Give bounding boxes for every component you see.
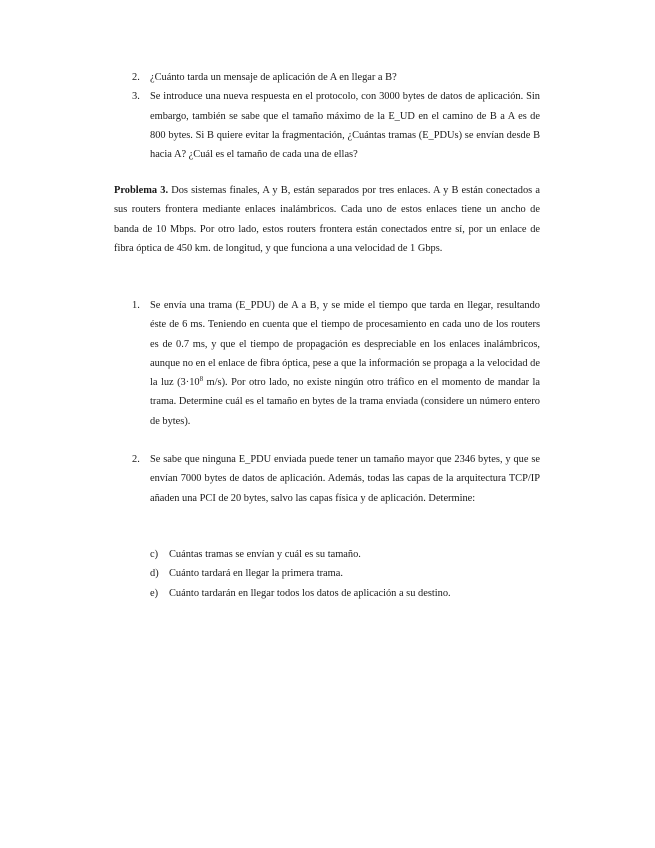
sub-question-text: Cuántas tramas se envían y cuál es su tamaño.	[169, 549, 361, 560]
problem-title: Problema 3.	[114, 185, 169, 196]
problem-3-question-1	[132, 296, 540, 431]
question-text: Se sabe que ninguna E_PDU enviada puede tener un tamaño mayor que 2346 bytes, y que se envían 7000 bytes de datos de aplicación. Además, todas las capas de la arquitectura TCP/IP añaden una PCI de 20 bytes, salvo las capas física y de aplicación. Determine:	[150, 454, 540, 504]
sub-question-letter: e)	[150, 587, 159, 599]
problem-intro-text: Dos sistemas finales, A y B, están separados por tres enlaces. A y B están conectados a sus routers frontera mediante enlaces inalámbricos. Cada uno de estos enlaces tiene un ancho de banda de 10 Mbps. Por otro lado, estos routers frontera están conectados entre sí, por un enlace de fibra óptica de 450 km. de longitud, y que funciona a una velocidad de 1 Gbps.	[114, 185, 540, 254]
question-text-part-2: m/s). Por otro lado, no existe ningún otro tráfico en el momento de mandar la trama. Determine cuál es el tamaño en bytes de la trama enviada (considere un número entero de bytes).	[150, 377, 540, 427]
sub-question-list	[150, 545, 540, 603]
sub-question-c	[150, 545, 540, 564]
question-text-part-1: Se envía una trama (E_PDU) de A a B, y se mide el tiempo que tarda en llegar, resultando éste de 6 ms. Teniendo en cuenta que el tiempo de procesamiento en cada uno de los routers es de 0.7 ms, y que el tiempo de propagación es despreciable en los enlaces inalámbricos, aunque no en el enlace de fibra óptica, pese a que la información se propaga a la velocidad de la luz (3·10	[150, 300, 540, 389]
question-2	[132, 68, 540, 87]
sub-question-text: Cuánto tardará en llegar la primera trama.	[169, 568, 343, 580]
question-2	[132, 450, 540, 508]
problem-3-intro	[114, 181, 540, 258]
question-number: 1.	[132, 300, 140, 311]
question-text: Se introduce una nueva respuesta en el protocolo, con 3000 bytes de datos de aplicación. Sin embargo, también se sabe que el tamaño máximo de la E_UD en el camino de B a A es de 800 bytes. Si B quiere evitar la fragmentación, ¿Cuántas tramas (E_PDUs) se envían desde B hacia A? ¿Cuál es el tamaño de cada una de ellas?	[150, 91, 540, 161]
question-3	[132, 87, 540, 164]
problem-3-question-2	[132, 450, 540, 508]
top-question-list	[132, 68, 540, 164]
question-number: 2.	[132, 72, 140, 83]
sub-question-text: Cuánto tardarán en llegar todos los datos de aplicación a su destino.	[169, 587, 451, 599]
sub-question-letter: d)	[150, 568, 159, 580]
sub-question-e	[150, 584, 540, 603]
sub-question-letter: c)	[150, 549, 159, 560]
exponent: 8	[199, 375, 204, 384]
sub-question-d	[150, 564, 540, 583]
question-text: ¿Cuánto tarda un mensaje de aplicación de A en llegar a B?	[150, 72, 397, 83]
question-number: 3.	[132, 91, 140, 103]
question-1	[132, 296, 540, 431]
question-number: 2.	[132, 454, 140, 465]
